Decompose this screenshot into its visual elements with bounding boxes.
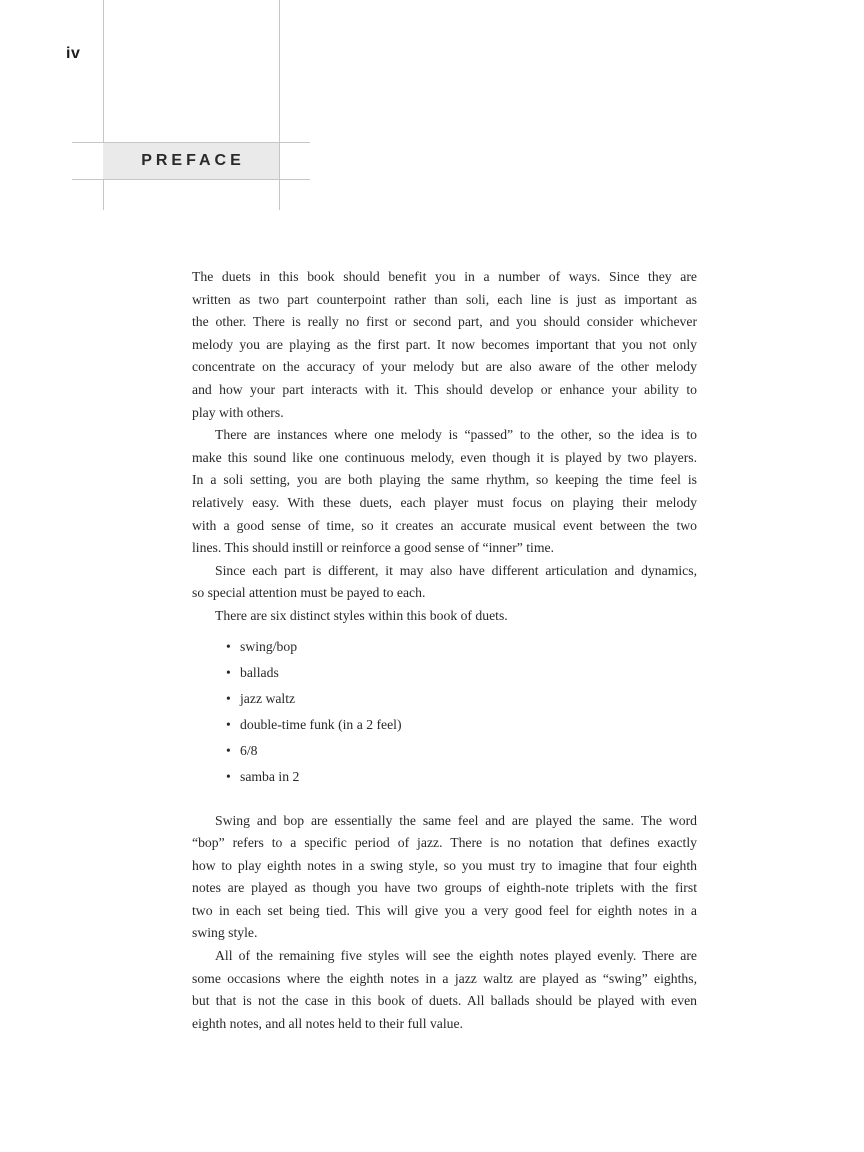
- bullet-icon: •: [226, 742, 231, 758]
- paragraph: [192, 266, 697, 424]
- text-line: how to play eighth notes in a swing style, so you must try to imagine that four eighth: [192, 857, 697, 873]
- text-line: Since each part is different, it may also have different articulation and dynamics,: [215, 562, 697, 578]
- paragraph: [192, 605, 697, 628]
- bullet-icon: •: [226, 638, 231, 654]
- text-line: lines. This should instill or reinforce a good sense of “inner” time.: [192, 540, 555, 556]
- text-line: melody you are playing as the first part. It now becomes important that you not only: [192, 336, 697, 352]
- text-line: There are instances where one melody is “passed” to the other, so the idea is to: [215, 427, 697, 443]
- paragraph: [192, 560, 697, 605]
- text-line: written as two part counterpoint rather than soli, each line is just as important as: [192, 291, 697, 307]
- text-line: All of the remaining five styles will see the eighth notes played evenly. There are: [215, 948, 697, 964]
- text-line: with a good sense of time, so it creates an accurate musical event between the two: [192, 517, 697, 533]
- text-line: so special attention must be payed to each.: [192, 585, 426, 601]
- paragraph: [192, 810, 697, 946]
- list-item: [192, 764, 697, 790]
- list-item-label: samba in 2: [240, 768, 300, 784]
- text-line: make this sound like one continuous melody, even though it is played by two players.: [192, 449, 697, 465]
- bullet-icon: •: [226, 768, 231, 784]
- bullet-icon: •: [226, 664, 231, 680]
- layout-rule-horizontal-bottom: [72, 179, 310, 180]
- paragraph: [192, 424, 697, 560]
- list-item-label: double-time funk (in a 2 feel): [240, 716, 402, 732]
- list-item: [192, 686, 697, 712]
- text-line: play with others.: [192, 404, 284, 420]
- list-item: [192, 660, 697, 686]
- list-item: [192, 634, 697, 660]
- text-line: concentrate on the accuracy of your melody but are also aware of the other melody: [192, 359, 697, 375]
- chapter-heading-box: [103, 143, 279, 179]
- page-number: iv: [66, 45, 81, 62]
- text-line: and how your part interacts with it. This should develop or enhance your ability to: [192, 381, 697, 397]
- list-item: [192, 738, 697, 764]
- text-line: two in each set being tied. This will give you a very good feel for eighth notes in a: [192, 902, 697, 918]
- text-line: some occasions where the eighth notes in a jazz waltz are played as “swing” eighths,: [192, 970, 697, 986]
- text-line: “bop” refers to a specific period of jazz. There is no notation that defines exactly: [192, 835, 697, 851]
- text-line: Swing and bop are essentially the same feel and are played the same. The word: [215, 812, 697, 828]
- text-line: In a soli setting, you are both playing the same rhythm, so keeping the time feel is: [192, 472, 697, 488]
- list-item-label: 6/8: [240, 742, 258, 758]
- text-line: eighth notes, and all notes held to their full value.: [192, 1015, 464, 1031]
- text-line: There are six distinct styles within this book of duets.: [215, 607, 508, 623]
- body-text: [192, 266, 697, 1035]
- list-item: [192, 712, 697, 738]
- chapter-title: PREFACE: [141, 152, 245, 169]
- text-line: the other. There is really no first or second part, and you should consider whichever: [192, 314, 697, 330]
- bullet-icon: •: [226, 716, 231, 732]
- text-line: notes are played as though you have two groups of eighth-note triplets with the first: [192, 880, 697, 896]
- list-item-label: jazz waltz: [240, 690, 296, 706]
- text-line: swing style.: [192, 925, 258, 941]
- text-line: relatively easy. With these duets, each player must focus on playing their melody: [192, 494, 697, 510]
- bullet-icon: •: [226, 690, 231, 706]
- paragraph: [192, 945, 697, 1035]
- text-line: but that is not the case in this book of duets. All ballads should be played with even: [192, 993, 697, 1009]
- list-item-label: swing/bop: [240, 638, 298, 654]
- text-line: The duets in this book should benefit you in a number of ways. Since they are: [192, 269, 697, 284]
- styles-list: [192, 634, 697, 790]
- list-item-label: ballads: [240, 664, 279, 680]
